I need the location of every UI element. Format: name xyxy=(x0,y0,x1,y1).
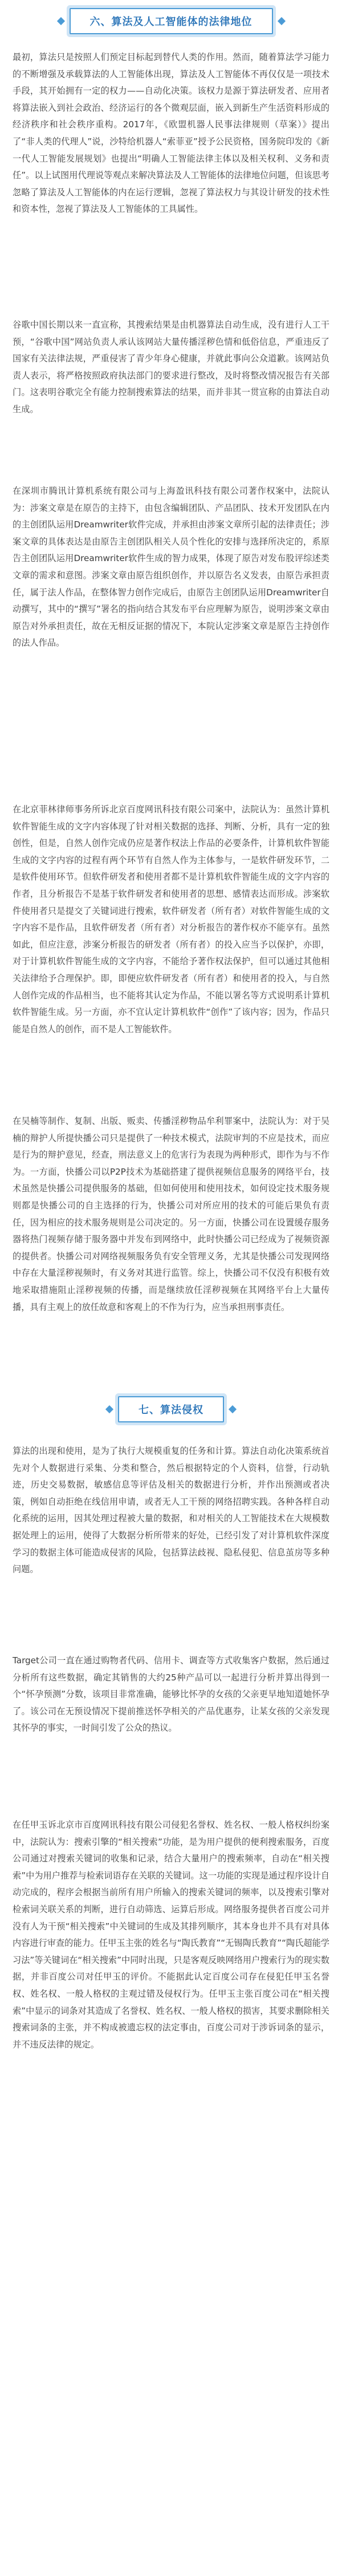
diamond-decoration-icon xyxy=(105,1405,113,1413)
section-title-text: 七、算法侵权 xyxy=(139,1404,203,1416)
section-title-6 xyxy=(0,5,342,38)
paragraph: 在北京菲林律师事务所诉北京百度网讯科技有限公司案中，法院认为：虽然计算机软件智能生成的文字内容体现了针对相关数据的选择、判断、分析，具有一定的独创性，但是，自然人创作完成仍应是著作权法上作品的必要条件，计算机软件智能生成的文字内容的过程有两个环节有自然人作为主体参与，一是软件研发环节，二是软件使用环节。但软件研发者和使用者都不是计算机软件智能生成的文字内容的作者，且分析报告不是基于软件研发者和使用者的思想、感情表达而形成。涉案软件使用者只是提交了关键词进行搜索，软件研发者（所有者）对软件智能生成的文字内容不是作品，且软件研发者（所有者）对分析报告的著作权亦不能享有。虽然如此，但应注意，涉案分析报告的研发者（所有者）的投入应当予以保护，亦即，对于计算机软件智能生成的文字内容，不能给予著作权法保护，但可以通过其他相关法律给予合理保护。即，即便应软件研发者（所有者）和使用者的投入，与自然人创作完成的作品相当，也不能将其认定为作品，不能以署名等方式说明系计算机软件智能生成。另一方面，亦不宜认定计算机软件“创作”了该内容；因为，作品只能是自然人的创作，而不是人工智能软件。 xyxy=(13,804,329,1034)
diamond-decoration-icon xyxy=(277,17,285,25)
paragraph: 谷歌中国长期以来一直宣称，其搜索结果是由机器算法自动生成，没有进行人工干预，“谷歌中国”网站负责人承认该网站大量传播淫秽色情和低俗信息，严重违反了国家有关法律法规，严重侵害了青少年身心健康，并就此事向公众道歉。该网站负责人表示，将严格按照政府执法部门的要求进行整改，及时将整改情况报告有关部门。这表明谷歌完全有能力控制搜索算法的结果，而并非其一贯宣称的由算法自动生成。 xyxy=(13,320,329,414)
paragraph: 最初，算法只是按照人们预定目标起到替代人类的作用。然而，随着算法学习能力的不断增强及承载算法的人工智能体出现，算法及人工智能体不再仅仅是一项技术手段，其开始拥有一定的权力——自动化决策。该权力是源于算法研发者、应用者将算法嵌入到社会政治、经济运行的各个微观层面，嵌入到新生产生活资料形成的经济秩序和社会秩序重构。2017年，《欧盟机器人民事法律规则（草案）》提出了“非人类的代理人”说，沙特给机器人“索菲亚”授予公民资格，国务院印发的《新一代人工智能发展规划》也提出“明确人工智能法律主体以及相关权利、义务和责任”。以上试图用代理说等观点来解决算法及人工智能体的法律地位问题，但该思考忽略了算法及人工智能体的内在运行逻辑，忽视了算法权力与其设计研发的技术性和资本性，忽视了算法及人工智能体的工具属性。 xyxy=(13,52,329,215)
paragraph: 在任甲玉诉北京市百度网讯科技有限公司侵犯名誉权、姓名权、一般人格权纠纷案中，法院认为：搜索引擎的“相关搜索”功能，是为用户提供的便利搜索服务，百度公司通过对搜索关键词的收集和记录，结合大量用户的搜索频率，自动在“相关搜索”中为用户推荐与检索词语存在关联的关键词。这一功能的实现是通过程序设计自动完成的，程序会根据当前所有用户所输入的搜索关键词的频率，以及搜索引擎对检索词关联关系的判断，进行自动筛选、运算后形成。网络服务提供者百度公司并没有人为干预“相关搜索”中关键词的生成及其排列顺序，其本身也并不具有对具体内容进行审查的能力。任甲玉主张的姓名与“陶氏教育”“无锡陶氏教育”“陶氏超能学习法”等关键词在“相关搜索”中同时出现，只是客观反映网络用户搜索行为的现实数据，并非百度公司对任甲玉的评价。不能据此认定百度公司存在侵犯任甲玉名誉权、姓名权、一般人格权的主观过错及侵权行为。任甲玉主张百度公司在“相关搜索”中显示的词条对其造成了名誉权、姓名权、一般人格权的损害，其要求删除相关搜索词条的主张，并不构成被遗忘权的法定事由，百度公司对于涉诉词条的显示，并不违反法律的规定。 xyxy=(13,1820,329,2050)
paragraph: 在吴楠等制作、复制、出版、贩卖、传播淫秽物品牟利罪案中，法院认为：对于吴楠的辩护人所提快播公司只是提供了一种技术模式，法院审判的不应是技术，而应是行为的辩护意见，经查，刑法意义上的危害行为表现为两种形式，即作为与不作为。一方面，快播公司以P2P技术为基础搭建了提供视频信息服务的网络平台，技术虽然是快播公司提供服务的基础，但如何使用和使用技术，如何设定技术服务规则都是快播公司的自主选择的行为，快播公司对所应用的技术的可能后果负有责任，因为相应的技术服务规则是公司决定的。另一方面，快播公司在设置缓存服务器将热门视频存储于服务器中并发布到网络中，此时快播公司已经成为了视频资源的提供者。快播公司对网络视频服务负有安全管理义务，尤其是快播公司发现网络中存在大量淫秽视频时，有义务对其进行监管。综上，快播公司不仅没有积极有效地采取措施阻止淫秽视频的传播，而是继续放任淫秽视频在其网络平台上大量传播，具有主观上的放任故意和客观上的不作为行为，应当承担刑事责任。 xyxy=(13,1116,329,1312)
section-title-box xyxy=(70,8,273,34)
paragraph: Target公司一直在通过购物者代码、信用卡、调查等方式收集客户数据，然后通过分析所有这些数据，确定其销售的大约25种产品可以一起进行分析并算出得到一个“怀孕预测”分数，该项目非常准确，能够比怀孕的女孩的父亲更早地知道她怀孕了。该公司在无预设情况下提前推送怀孕相关的产品优惠券，让某女孩的父亲发现其怀孕的事实，一时间引发了公众的热议。 xyxy=(13,1655,329,1734)
diamond-decoration-icon xyxy=(229,1405,237,1413)
section-title-7 xyxy=(0,1393,342,1426)
paragraph: 在深圳市腾讯计算机系统有限公司与上海盈讯科技有限公司著作权案中，法院认为：涉案文章是在原告的主持下，由包含编辑团队、产品团队、技术开发团队在内的主创团队运用Dreamwriter软件完成，并承担由涉案文章所引起的法律责任；涉案文章的具体表达是由原告主创团队相关人员个性化的安排与选择所决定的，系原告主创团队运用Dreamwriter软件生成的智力成果，体现了原告对发布股评综述类文章的需求和意图。涉案文章由原告组织创作，并以原告名义发表，由原告承担责任，属于法人作品，在整体智力创作完成后，由原告主创团队运用Dreamwriter自动撰写，其中的“撰写”署名的指向结合其发布平台应理解为原告，说明涉案文章由原告对外承担责任，故在无相反证据的情况下，本院认定涉案文章是原告主持创作的法人作品。 xyxy=(13,486,329,648)
section-title-box xyxy=(118,1396,224,1422)
diamond-decoration-icon xyxy=(56,17,64,25)
paragraph: 算法的出现和使用，是为了执行大规模重复的任务和计算。算法自动化决策系统首先对个人数据进行采集、分类和整合，然后根据特定的个人资料，信誉，行动轨迹，历史交易数据，敏感信息等评估及相关的数据进行分析，并作出预测或者决策，例如自动拒绝在线信用申请，或者无人工干预的网络招聘实践。各种各样自动化系统的运用，因其处理过程被大量的数据，和对相关的人工智能技术在大规模数据处理上的运用，使得了大数据分析所带来的好处，已经引发了对计算机软件深度学习的数据主体可能造成侵害的风险，包括算法歧视、隐私侵犯、信息茧房等多种问题。 xyxy=(13,1446,329,1575)
section-title-text: 六、算法及人工智能体的法律地位 xyxy=(89,16,253,28)
